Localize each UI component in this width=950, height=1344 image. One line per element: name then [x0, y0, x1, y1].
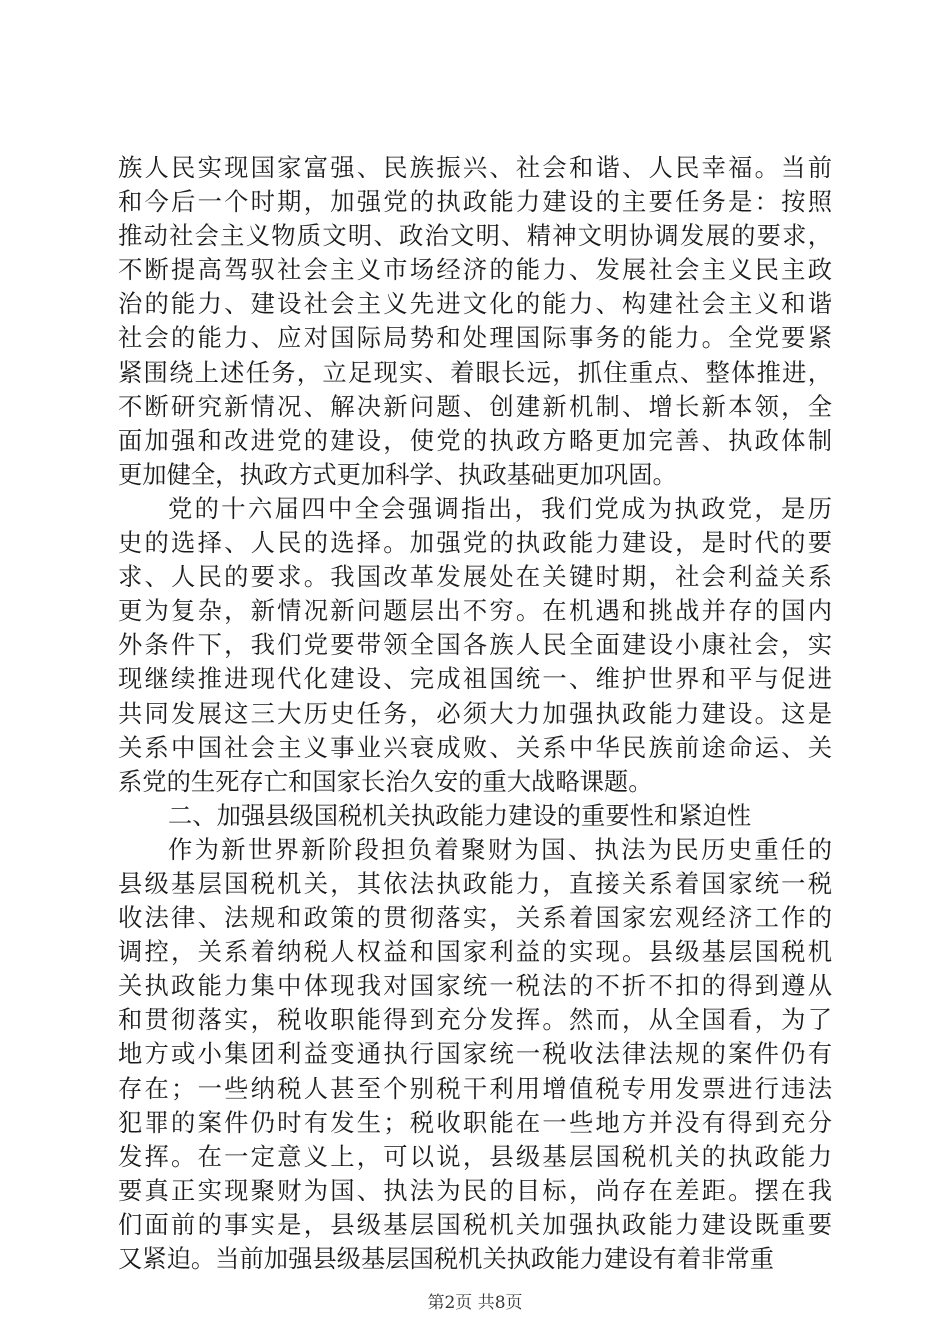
text-line: 关执政能力集中体现我对国家统一税法的不折不扣的得到遵从 — [118, 971, 832, 1001]
text-line: 外条件下，我们党要带领全国各族人民全面建设小康社会，实 — [118, 630, 832, 660]
text-line: 不断提高驾驭社会主义市场经济的能力、发展社会主义民主政 — [118, 255, 832, 285]
text-line: 族人民实现国家富强、民族振兴、社会和谐、人民幸福。当前 — [118, 153, 832, 182]
text-line: 地方或小集团利益变通执行国家统一税收法律法规的案件仍有 — [118, 1039, 832, 1069]
text-line: 存在；一些纳税人甚至个别税干利用增值税专用发票进行违法 — [118, 1073, 832, 1103]
text-line: 二、加强县级国税机关执政能力建设的重要性和紧迫性 — [168, 800, 752, 830]
text-line: 紧围绕上述任务，立足现实、着眼长远，抓住重点、整体推进， — [118, 357, 832, 387]
text-line: 们面前的事实是，县级基层国税机关加强执政能力建设既重要 — [118, 1209, 832, 1239]
page-footer: 第2页 共8页 — [427, 1293, 523, 1313]
text-line: 不断研究新情况、解决新问题、创建新机制、增长新本领，全 — [118, 391, 832, 421]
text-line: 求、人民的要求。我国改革发展处在关键时期，社会利益关系 — [118, 562, 832, 592]
text-line: 党的十六届四中全会强调指出，我们党成为执政党，是历 — [168, 493, 832, 523]
text-line: 治的能力、建设社会主义先进文化的能力、构建社会主义和谐 — [118, 289, 832, 319]
text-line: 现继续推进现代化建设、完成祖国统一、维护世界和平与促进 — [118, 664, 832, 694]
text-line: 犯罪的案件仍时有发生；税收职能在一些地方并没有得到充分 — [118, 1107, 832, 1137]
text-line: 调控，关系着纳税人权益和国家利益的实现。县级基层国税机 — [118, 937, 832, 967]
text-line: 推动社会主义物质文明、政治文明、精神文明协调发展的要求， — [118, 221, 832, 251]
document-body — [118, 151, 832, 1276]
text-line: 系党的生死存亡和国家长治久安的重大战略课题。 — [118, 766, 653, 796]
section-heading — [118, 799, 832, 833]
text-line: 收法律、法规和政策的贯彻落实，关系着国家宏观经济工作的 — [118, 903, 832, 933]
paragraph — [118, 151, 832, 492]
text-line: 共同发展这三大历史任务，必须大力加强执政能力建设。这是 — [118, 698, 832, 728]
text-line: 作为新世界新阶段担负着聚财为国、执法为民历史重任的 — [168, 834, 832, 864]
text-line: 更加健全，执政方式更加科学、执政基础更加巩固。 — [118, 459, 677, 489]
text-line: 更为复杂，新情况新问题层出不穷。在机遇和挑战并存的国内 — [118, 596, 832, 626]
text-line: 和贯彻落实，税收职能得到充分发挥。然而，从全国看，为了 — [118, 1005, 832, 1035]
paragraph — [118, 492, 832, 799]
paragraph — [118, 833, 832, 1276]
text-line: 面加强和改进党的建设，使党的执政方略更加完善、执政体制 — [118, 425, 832, 455]
text-line: 社会的能力、应对国际局势和处理国际事务的能力。全党要紧 — [118, 323, 832, 353]
text-line: 史的选择、人民的选择。加强党的执政能力建设，是时代的要 — [118, 528, 832, 558]
text-line: 和今后一个时期，加强党的执政能力建设的主要任务是：按照 — [118, 187, 832, 217]
text-line: 县级基层国税机关，其依法执政能力，直接关系着国家统一税 — [118, 868, 832, 898]
text-line: 关系中国社会主义事业兴衰成败、关系中华民族前途命运、关 — [118, 732, 832, 762]
text-line: 要真正实现聚财为国、执法为民的目标，尚存在差距。摆在我 — [118, 1175, 832, 1205]
text-line: 又紧迫。当前加强县级基层国税机关执政能力建设有着非常重 — [118, 1244, 775, 1273]
text-line: 发挥。在一定意义上，可以说，县级基层国税机关的执政能力 — [118, 1141, 832, 1171]
